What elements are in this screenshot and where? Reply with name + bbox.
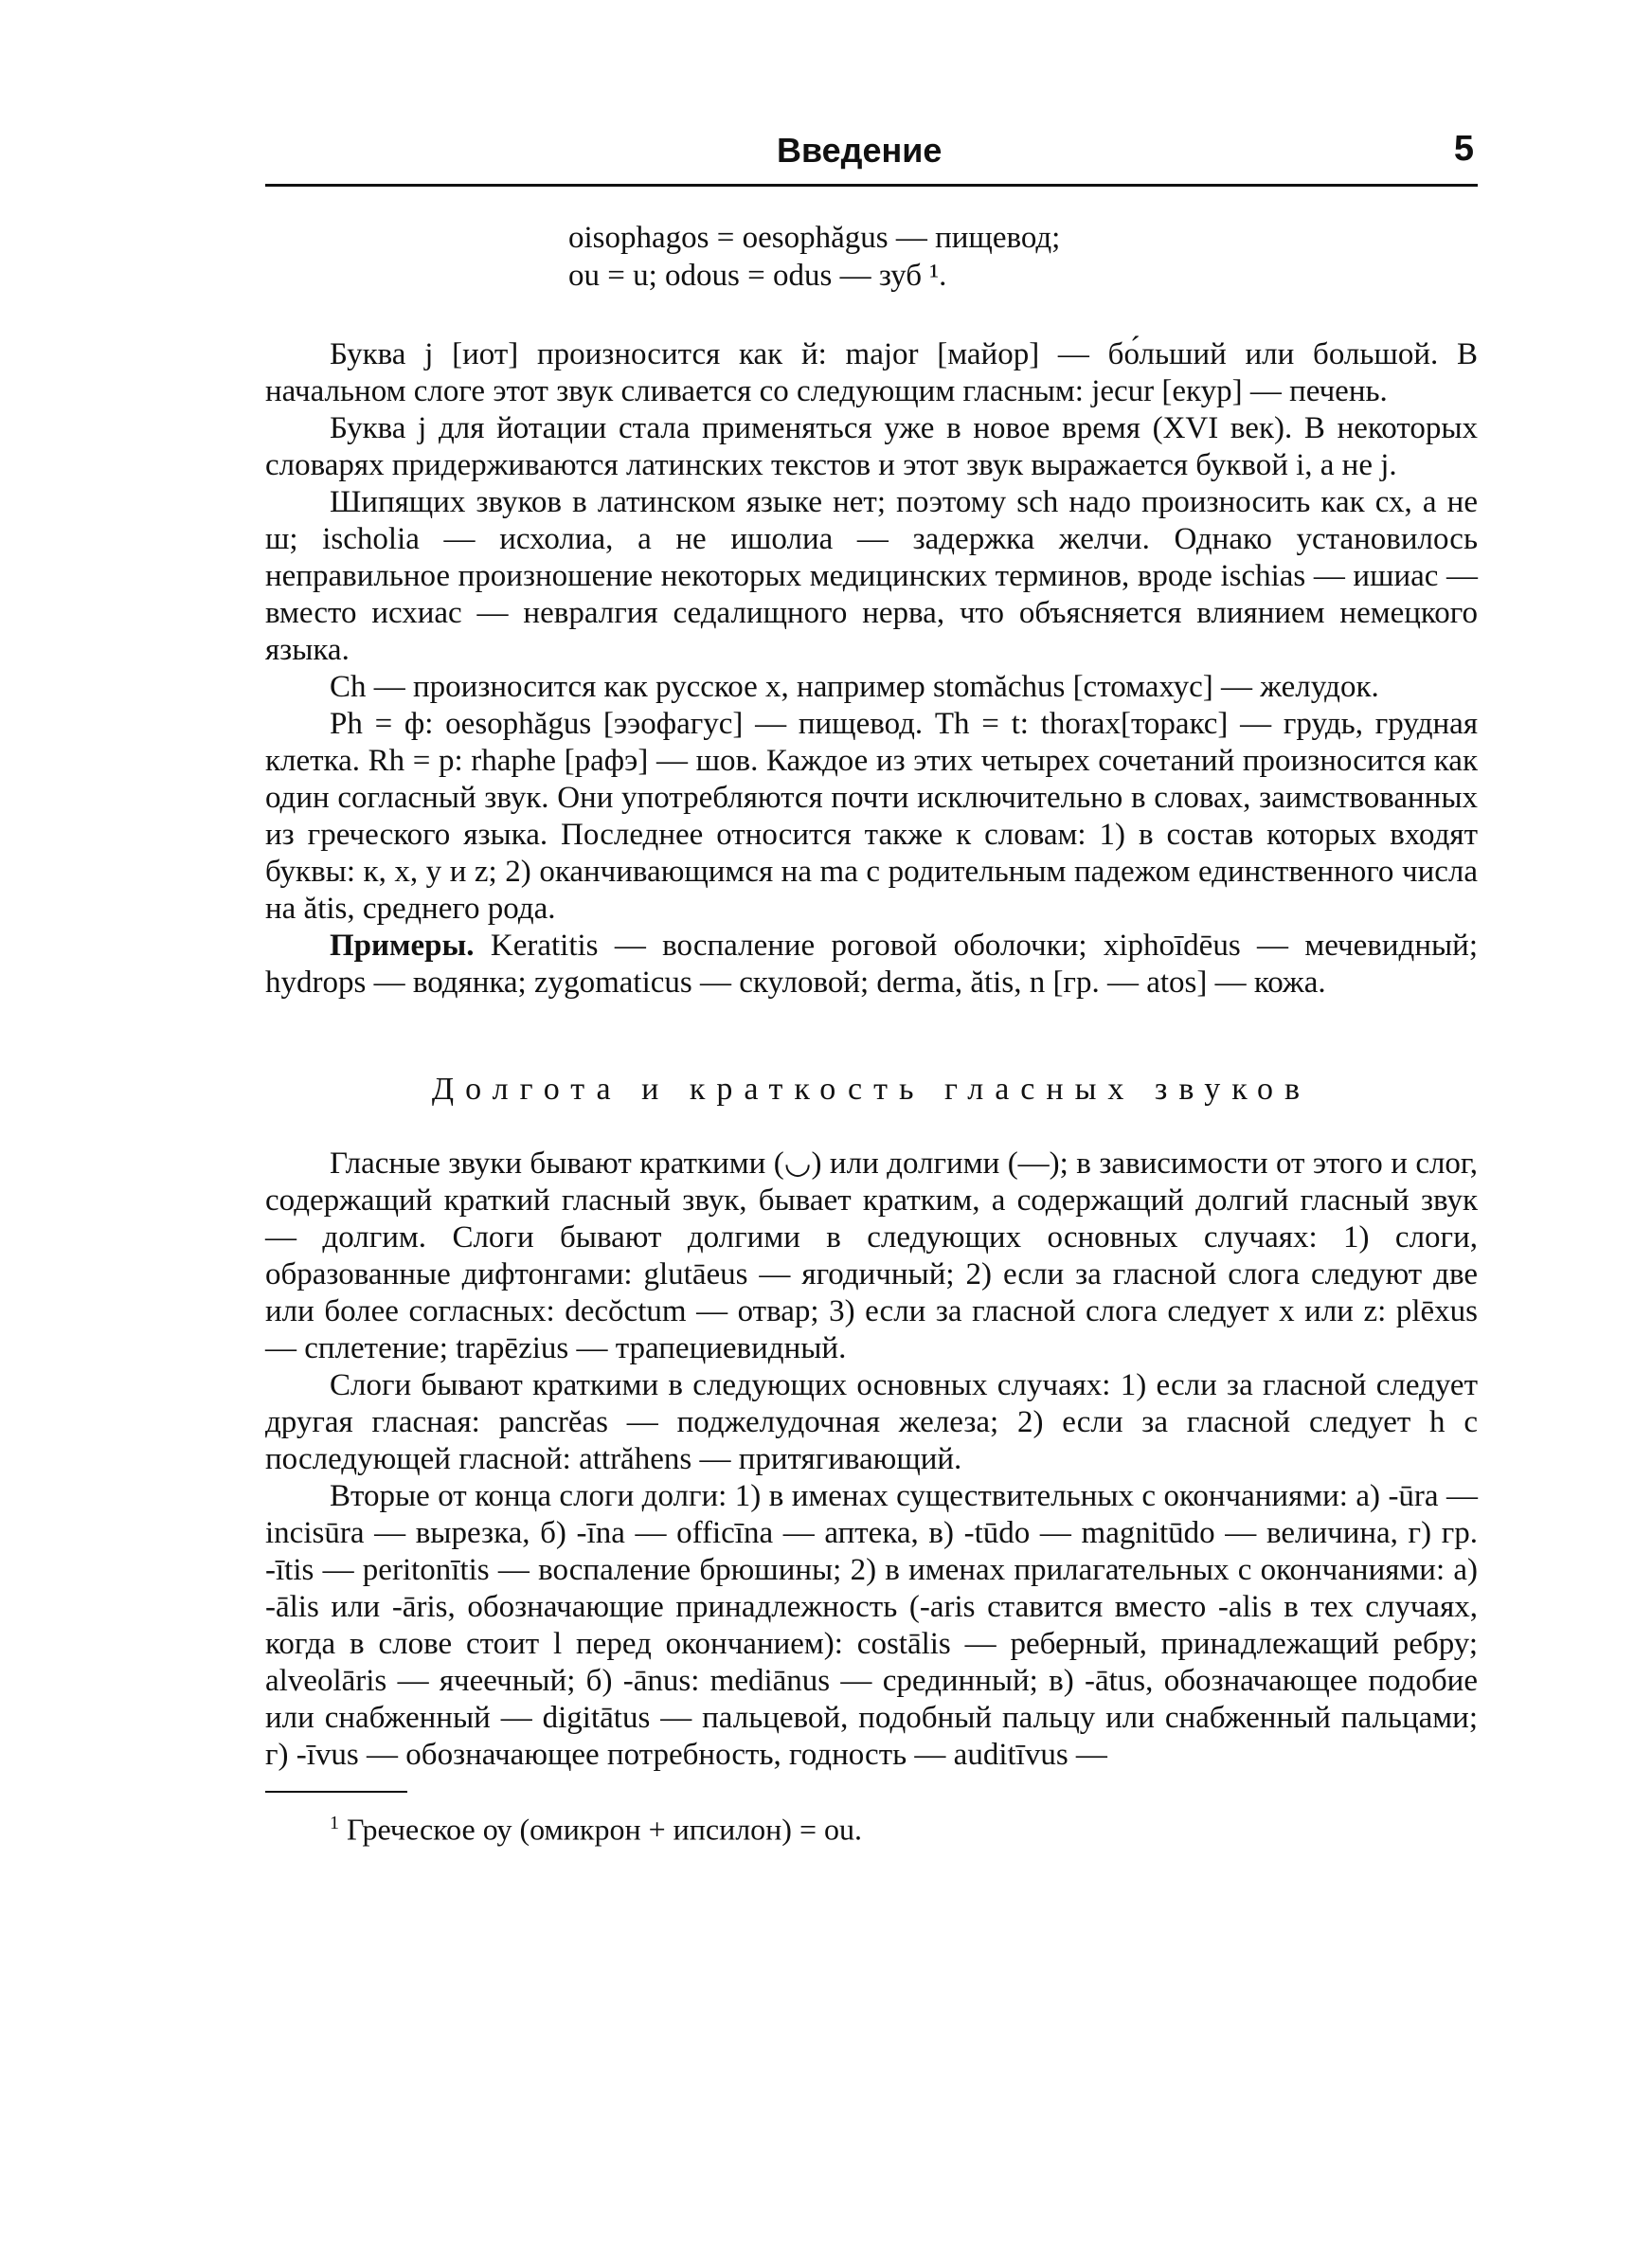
body-text-section-2 (265, 1146, 1478, 1774)
paragraph-long-short: Гласные звуки бывают краткими (◡) или долгими (—); в зависимости от этого и слог, содержащий краткий гласный звук, бывает кратким, а содержащий долгий гласный звук — долгим. Слоги бывают долгими в следующих основных случаях: 1) слоги, образованные дифтонгами: glutāeus — ягодичный; 2) если за гласной слога следуют две или более согласных: decŏctum — отвар; 3) если за гласной слога следует х или z: plēxus — сплетение; trapēzius — трапециевидный. (265, 1147, 1478, 1365)
formula-line: oisophagos = oesophăgus — пищевод; (568, 221, 1061, 255)
paragraph-letter-j: Буква j [иот] произносится как й: major [майор] — бо́льший или большой. В начальном слоге этот звук сливается со следующим гласным: jecur [екур] — печень. (265, 337, 1478, 408)
footnote-marker: 1 (330, 1813, 339, 1833)
footnote (330, 1804, 1478, 1849)
paragraph-examples (265, 928, 1478, 1002)
paragraph-iotation: Буква j для йотации стала применяться уже в новое время (XVI век). В некоторых словарях придерживаются латинских текстов и этот звук выражается буквой i, а не j. (265, 411, 1478, 482)
body-text-section-1 (265, 336, 1478, 1002)
page-content (265, 123, 1478, 1849)
paragraph-ph-th-rh: Ph = ф: oesophăgus [ээофагус] — пищевод. Th = t: thorax[торакс] — грудь, грудная клетка. Rh = p: rhaphe [рафэ] — шов. Каждое из этих четырех сочетаний произносится как один согласный звук. Они употребляются почти исключительно в словах, заимствованных из греческого языка. Последнее относится также к словам: 1) в состав которых входят буквы: к, х, у и z; 2) оканчивающимся на ma с родительным падежом единственного числа на ătis, среднего рода. (265, 707, 1478, 926)
header-title: Введение (777, 131, 943, 170)
formula-line: ou = u; odous = odus — зуб ¹. (568, 259, 947, 293)
paragraph-ch: Ch — произносится как русское х, например stomăchus [стомахус] — желудок. (330, 670, 1379, 704)
formula-block (568, 219, 1478, 295)
running-header (265, 123, 1478, 187)
page-number: 5 (1453, 129, 1474, 169)
examples-text: Keratitis — воспаление роговой оболочки; xiphoīdēus — мечевидный; hydrops — водянка; zygomaticus — скуловой; derma, ătis, n [гр. — atos] — кожа. (265, 929, 1478, 1000)
section-title: Долгота и краткость гласных звуков (431, 1072, 1312, 1107)
paragraph-sibilants: Шипящих звуков в латинском языке нет; поэтому sch надо произносить как сх, а не ш; ischolia — исхолиа, а не ишолиа — задержка желчи. Однако установилось неправильное произношение некоторых медицинских терминов, вроде ischias — ишиас — вместо исхиас — невралгия седалищного нерва, что объясняется влиянием немецкого языка. (265, 485, 1478, 667)
examples-label: Примеры. (330, 929, 475, 963)
footnote-rule (265, 1791, 407, 1793)
paragraph-short-syllables: Слоги бывают краткими в следующих основных случаях: 1) если за гласной следует другая гласная: pancrĕas — поджелудочная железа; 2) если за гласной следует h с последующей гласной: attrăhens — притягивающий. (265, 1368, 1478, 1476)
footnote-text: Греческое оу (омикрон + ипсилон) = ou. (339, 1812, 862, 1847)
paragraph-penultimate: Вторые от конца слоги долги: 1) в именах существительных с окончаниями: а) -ūra — incisūra — вырезка, б) -īna — officīna — аптека, в) -tūdo — magnitūdo — величина, г) гр. -ītis — peritonītis — воспаление брюшины; 2) в именах прилагательных с окончаниями: а) -ālis или -āris, обозначающие принадлежность (-aris ставится вместо -alis в тех случаях, когда в слове стоит l перед окончанием): costālis — реберный, принадлежащий ребру; alveolāris — ячеечный; б) -ānus: mediānus — срединный; в) -ātus, обозначающее подобие или снабженный — digitātus — пальцевой, подобный пальцу или снабженный пальцами; г) -īvus — обозначающее потребность, годность — auditīvus — (265, 1479, 1478, 1772)
